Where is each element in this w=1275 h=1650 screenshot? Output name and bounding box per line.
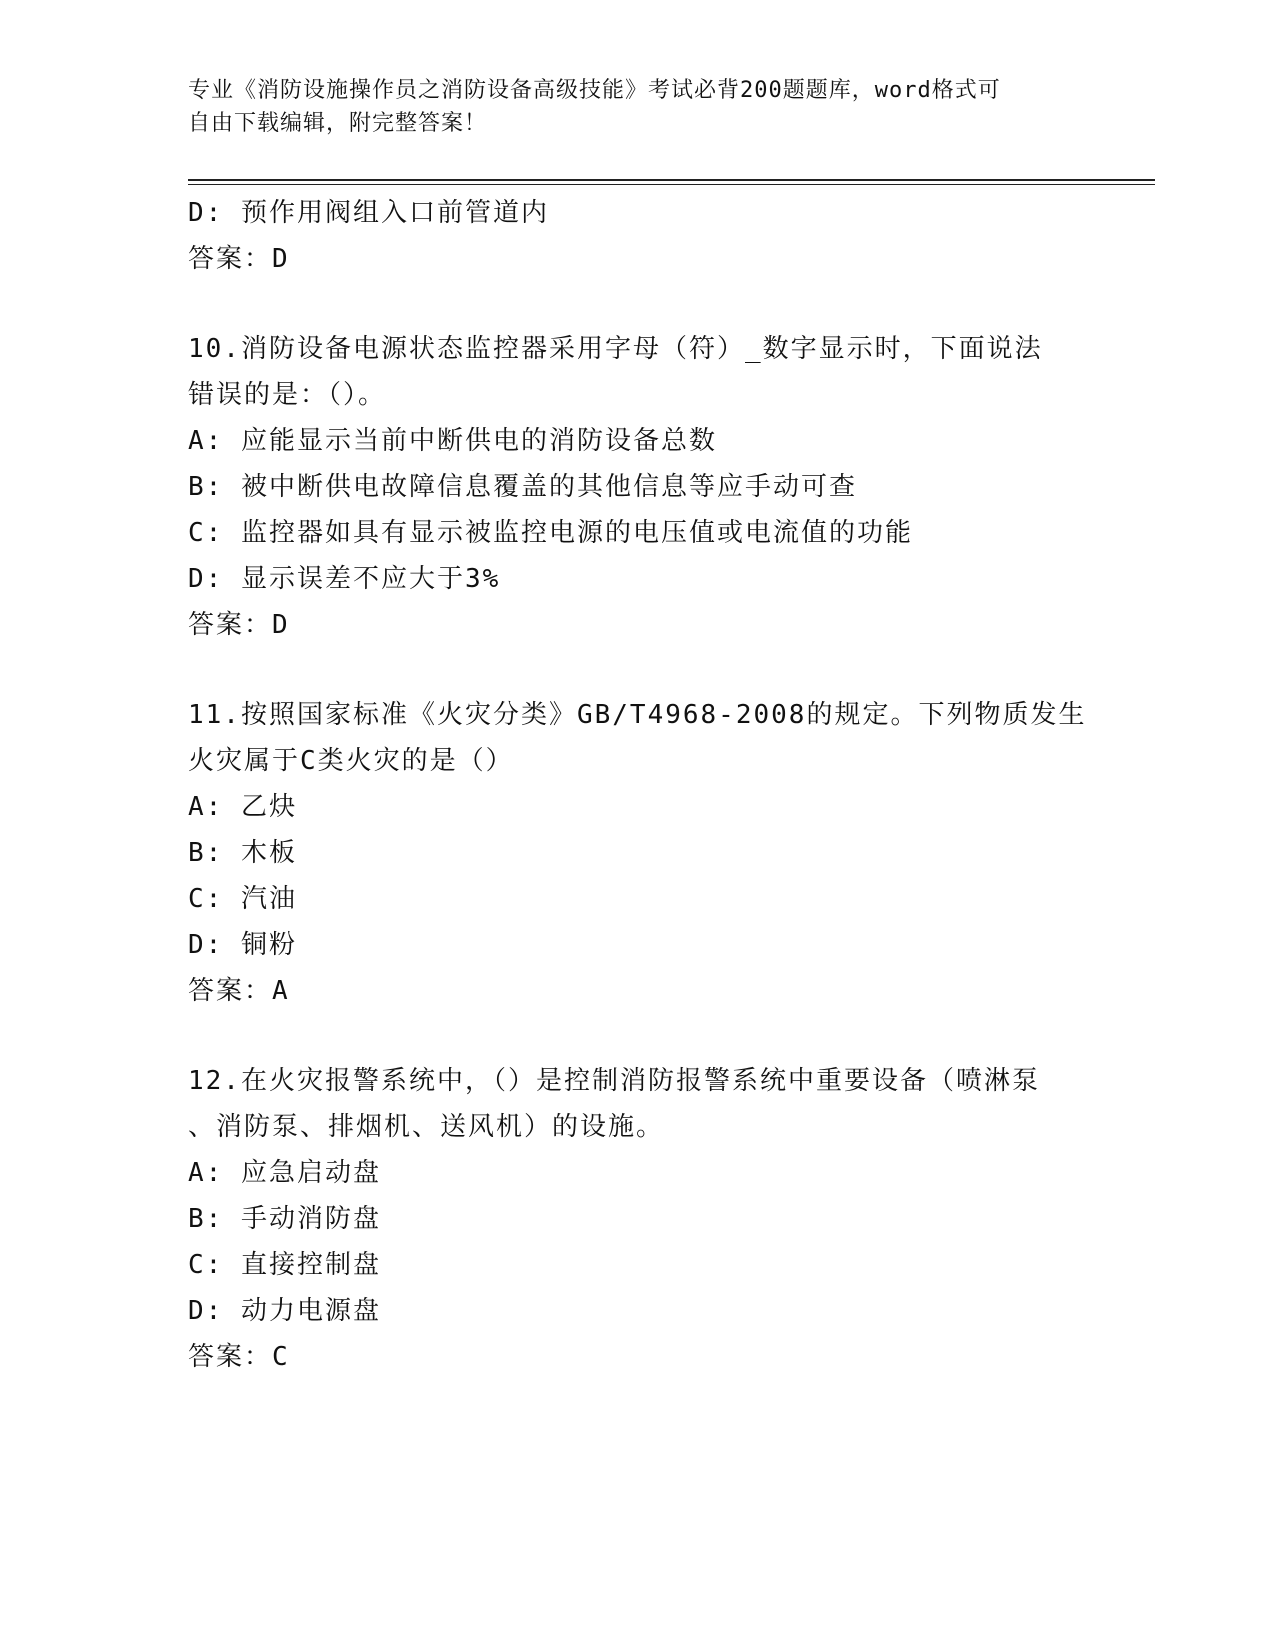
option-b: B: 被中断供电故障信息覆盖的其他信息等应手动可查 xyxy=(188,472,857,502)
answer-value: D xyxy=(272,244,290,274)
option-d: D: 动力电源盘 xyxy=(188,1296,381,1326)
question-stem-line-2: 错误的是：（）。 xyxy=(188,380,387,410)
answer-value: C xyxy=(272,1342,290,1372)
answer-label: 答案： xyxy=(188,1342,273,1372)
answer-value: D xyxy=(272,610,290,640)
question-stem-line-2: 火灾属于C类火灾的是（） xyxy=(188,746,514,776)
question-list xyxy=(188,190,1088,1380)
answer-line xyxy=(188,236,1088,282)
question-12 xyxy=(188,1058,1088,1380)
question-stem-line-1: 12.在火灾报警系统中，（）是控制消防报警系统中重要设备（喷淋泵 xyxy=(188,1066,1040,1096)
question-9-continuation xyxy=(188,190,1088,282)
answer-line xyxy=(188,968,1088,1014)
answer-label: 答案： xyxy=(188,244,273,274)
answer-value: A xyxy=(272,976,290,1006)
answer-line xyxy=(188,602,1088,648)
option-c: C: 汽油 xyxy=(188,884,297,914)
spacer xyxy=(188,282,1088,326)
question-stem-line-2: 、消防泵、排烟机、送风机）的设施。 xyxy=(188,1112,665,1142)
question-stem-line-1: 11.按照国家标准《火灾分类》GB/T4968-2008的规定。下列物质发生 xyxy=(188,700,1087,730)
answer-label: 答案： xyxy=(188,610,273,640)
option-a: A: 应急启动盘 xyxy=(188,1158,381,1188)
option-d: D: 显示误差不应大于3% xyxy=(188,564,501,594)
answer-label: 答案： xyxy=(188,976,273,1006)
question-11 xyxy=(188,692,1088,1014)
header-divider-thick xyxy=(188,179,1155,181)
header-line-2: 自由下载编辑，附完整答案！ xyxy=(188,111,488,136)
option-c: C: 直接控制盘 xyxy=(188,1250,381,1280)
question-10 xyxy=(188,326,1088,648)
option-c: C: 监控器如具有显示被监控电源的电压值或电流值的功能 xyxy=(188,518,913,548)
answer-line xyxy=(188,1334,1088,1380)
page-header xyxy=(188,74,1088,140)
spacer xyxy=(188,648,1088,692)
option-b: B: 木板 xyxy=(188,838,297,868)
option-a: A: 乙炔 xyxy=(188,792,297,822)
question-stem-line-1: 10.消防设备电源状态监控器采用字母（符）_数字显示时，下面说法 xyxy=(188,334,1043,364)
header-line-1: 专业《消防设施操作员之消防设备高级技能》考试必背200题题库，word格式可 xyxy=(188,78,1001,103)
header-divider-thin xyxy=(188,184,1155,185)
option-a: A: 应能显示当前中断供电的消防设备总数 xyxy=(188,426,717,456)
option-d: D: 铜粉 xyxy=(188,930,297,960)
option-b: B: 手动消防盘 xyxy=(188,1204,381,1234)
option-d: D: 预作用阀组入口前管道内 xyxy=(188,198,549,228)
spacer xyxy=(188,1014,1088,1058)
